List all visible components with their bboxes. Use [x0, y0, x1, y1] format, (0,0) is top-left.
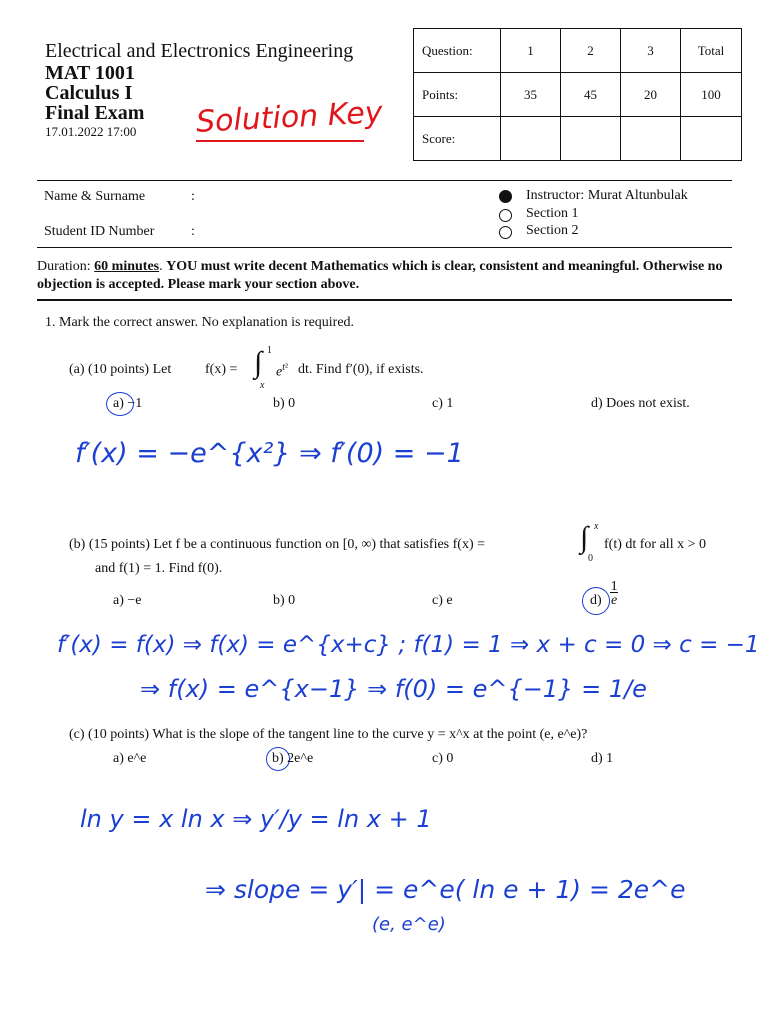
option-c[interactable]: c) 0: [432, 751, 454, 766]
department-name: Electrical and Electronics Engineering: [45, 40, 354, 62]
fraction-one-over-e: 1 e: [610, 579, 618, 608]
part-a-function: [205, 362, 237, 378]
section2-option-label: Section 2: [526, 223, 579, 238]
question-row: [414, 29, 742, 73]
work-b-line1: f′(x) = f(x) ⇒ f(x) = e^{x+c} ; f(1) = 1 ⇒ x + c = 0 ⇒ c = −1: [57, 632, 760, 658]
integrand: $e^{t^2}$: [276, 362, 288, 380]
question-number: 2: [561, 29, 621, 73]
section1-radio[interactable]: [499, 209, 512, 222]
course-name: Calculus I: [45, 82, 133, 104]
instructions: Duration: 60 minutes. YOU must write decent Mathematics which is clear, consistent and meaningful. Otherwise no objection is accepted. Please mark your section above.: [37, 259, 723, 292]
points-total: 100: [681, 73, 742, 117]
name-label: Name & Surname: [44, 189, 146, 204]
points-cell: 35: [501, 73, 561, 117]
integral-upper: 1: [267, 345, 272, 356]
points-cell: 20: [621, 73, 681, 117]
row-label: Score:: [414, 117, 501, 161]
integral-lower: 0: [588, 553, 593, 564]
part-a-tail: dt. Find f′(0), if exists.: [298, 362, 424, 377]
option-c[interactable]: c) 1: [432, 396, 454, 411]
question-number: 3: [621, 29, 681, 73]
instructions-divider: [37, 299, 732, 301]
instructor-option-label: Instructor: Murat Altunbulak: [526, 188, 688, 203]
integral-sign: ∫: [254, 346, 263, 379]
option-b[interactable]: b) 2e^e: [272, 751, 314, 766]
score-cell[interactable]: [561, 117, 621, 161]
score-row: [414, 117, 742, 161]
work-a: f′(x) = −e^{x²} ⇒ f′(0) = −1: [75, 438, 464, 469]
work-c-line1: ln y = x ln x ⇒ y′/y = ln x + 1: [80, 805, 432, 833]
row-label: Points:: [414, 73, 501, 117]
option-d[interactable]: d) 1: [591, 751, 614, 766]
part-c-label: (c) (10 points) What is the slope of the tangent line to the curve y = x^x at the point (e, e^e)?: [69, 727, 588, 742]
student-id-label: Student ID Number: [44, 224, 155, 239]
part-b-line2: and f(1) = 1. Find f(0).: [95, 561, 223, 576]
work-c-eval-point: (e, e^e): [372, 914, 446, 935]
option-d[interactable]: d): [590, 593, 602, 608]
solution-key-underline: [196, 140, 364, 142]
option-a[interactable]: a) e^e: [113, 751, 147, 766]
score-cell[interactable]: [621, 117, 681, 161]
integral-sign: ∫: [580, 521, 589, 554]
score-cell[interactable]: [501, 117, 561, 161]
work-c-line2: ⇒ slope = y′| = e^e( ln e + 1) = 2e^e: [205, 875, 686, 904]
part-b-line1-tail: f(t) dt for all x > 0: [604, 537, 706, 552]
name-colon: :: [191, 189, 195, 204]
id-colon: :: [191, 224, 195, 239]
question-1-prompt: 1. Mark the correct answer. No explanation is required.: [45, 315, 355, 330]
exam-name: Final Exam: [45, 102, 145, 124]
course-code: MAT 1001: [45, 62, 135, 84]
exam-date: 17.01.2022 17:00: [45, 124, 137, 139]
option-a[interactable]: a) −e: [113, 593, 142, 608]
score-table: [413, 28, 742, 161]
instructor-radio[interactable]: [499, 190, 512, 203]
option-c[interactable]: c) e: [432, 593, 453, 608]
part-a-label: (a) (10 points) Let: [69, 362, 172, 377]
part-b-line1: (b) (15 points) Let f be a continuous function on [0, ∞) that satisfies f(x) =: [69, 537, 486, 552]
section1-option-label: Section 1: [526, 206, 579, 221]
work-b-line2: ⇒ f(x) = e^{x−1} ⇒ f(0) = e^{−1} = 1/e: [140, 675, 647, 703]
student-info-box: [37, 180, 732, 248]
integral-lower: x: [260, 380, 265, 391]
option-a[interactable]: a) −1: [113, 396, 143, 411]
option-b[interactable]: b) 0: [273, 593, 296, 608]
duration-value: 60 minutes: [94, 259, 160, 274]
integral-upper: x: [594, 521, 599, 532]
question-number: 1: [501, 29, 561, 73]
solution-key-annotation: Solution Key: [195, 95, 384, 140]
points-cell: 45: [561, 73, 621, 117]
duration-label: Duration:: [37, 259, 91, 274]
score-total[interactable]: [681, 117, 742, 161]
points-row: [414, 73, 742, 117]
option-d[interactable]: d) Does not exist.: [591, 396, 690, 411]
section2-radio[interactable]: [499, 226, 512, 239]
instructions-text: YOU must write decent Mathematics which is clear, consistent and meaningful. Otherwise no objection is accepted. Please mark your section above.: [37, 259, 723, 292]
question-total: Total: [681, 29, 742, 73]
part-a-func: f(x) =: [205, 362, 238, 377]
row-label: Question:: [414, 29, 501, 73]
option-b[interactable]: b) 0: [273, 396, 296, 411]
